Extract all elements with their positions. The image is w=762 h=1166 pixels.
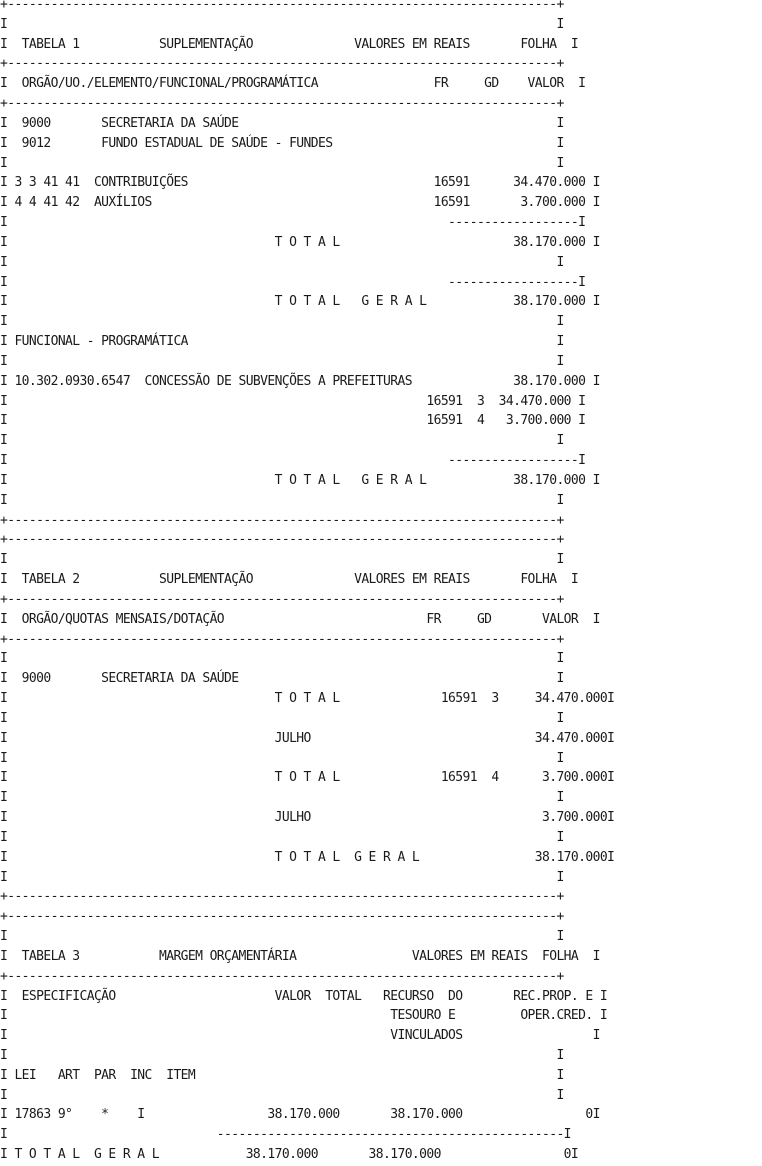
- report-line: I ------------------I: [0, 453, 586, 469]
- report-line: I LEI ART PAR INC ITEM I: [0, 1067, 564, 1083]
- report-line: I I: [0, 790, 564, 806]
- report-line: I ORGÃO/QUOTAS MENSAIS/DOTAÇÃO FR GD VALOR I: [0, 611, 600, 627]
- report-line: I I: [0, 869, 564, 885]
- report-line: I FUNCIONAL - PROGRAMÁTICA I: [0, 334, 564, 350]
- report-line: I TABELA 1 SUPLEMENTAÇÃO VALORES EM REAIS FOLHA I: [0, 36, 579, 52]
- report-line: I I: [0, 254, 564, 270]
- report-line: +----------------------------------------------------------------------------+: [0, 532, 564, 548]
- report-line: I 9012 FUNDO ESTADUAL DE SAÚDE - FUNDES I: [0, 135, 564, 151]
- report-line: I ORGÃO/UO./ELEMENTO/FUNCIONAL/PROGRAMÁTICA FR GD VALOR I: [0, 76, 586, 92]
- report-line: I T O T A L 16591 3 34.470.000I: [0, 691, 615, 707]
- report-line: I 9000 SECRETARIA DA SAÚDE I: [0, 115, 564, 131]
- report-line: I 4 4 41 42 AUXÍLIOS 16591 3.700.000 I: [0, 195, 600, 211]
- report-line: I I: [0, 750, 564, 766]
- report-line: I I: [0, 492, 564, 508]
- report-line: I VINCULADOS I: [0, 1028, 600, 1044]
- report-line: I ------------------I: [0, 215, 586, 231]
- report-line: +----------------------------------------------------------------------------+: [0, 909, 564, 925]
- report-line: I I: [0, 829, 564, 845]
- report-line: +----------------------------------------------------------------------------+: [0, 631, 564, 647]
- report-line: +----------------------------------------------------------------------------+: [0, 889, 564, 905]
- report-line: I 9000 SECRETARIA DA SAÚDE I: [0, 671, 564, 687]
- report-line: I I: [0, 929, 564, 944]
- report-line: I JULHO 34.470.000I: [0, 730, 615, 746]
- report-line: I TABELA 3 MARGEM ORÇAMENTÁRIA VALORES EM REAIS FOLHA I: [0, 948, 600, 964]
- report-line: I ESPECIFICAÇÃO VALOR TOTAL RECURSO DO REC.PROP. E I: [0, 988, 608, 1004]
- report-line: +----------------------------------------------------------------------------+: [0, 512, 564, 528]
- report-line: +----------------------------------------------------------------------------+: [0, 591, 564, 607]
- report-line: I T O T A L G E R A L 38.170.000 I: [0, 294, 600, 310]
- report-line: I 16591 3 34.470.000 I: [0, 393, 586, 409]
- report-line: I 17863 9° * I 38.170.000 38.170.000 0I: [0, 1107, 600, 1123]
- report-line: I T O T A L 16591 4 3.700.000I: [0, 770, 615, 786]
- report-line: I I: [0, 353, 564, 369]
- report-line: +----------------------------------------------------------------------------+: [0, 56, 564, 72]
- report-line: I I: [0, 314, 564, 330]
- report-line: I I: [0, 155, 564, 171]
- report-line: I TABELA 2 SUPLEMENTAÇÃO VALORES EM REAIS FOLHA I: [0, 572, 579, 588]
- report-line: I T O T A L G E R A L 38.170.000 38.170.000 0I: [0, 1147, 579, 1163]
- report-line: +----------------------------------------------------------------------------+: [0, 96, 564, 112]
- report-line: I I: [0, 433, 564, 449]
- report-line: I ------------------------------------------------I: [0, 1127, 571, 1143]
- report-line: I ------------------I: [0, 274, 586, 290]
- report-line: I JULHO 3.700.000I: [0, 810, 615, 826]
- report-line: +----------------------------------------------------------------------------+: [0, 0, 564, 12]
- report-line: I I: [0, 1087, 564, 1103]
- report-line: I T O T A L G E R A L 38.170.000I: [0, 849, 615, 865]
- report-line: I T O T A L G E R A L 38.170.000 I: [0, 472, 600, 488]
- report-line: +----------------------------------------------------------------------------+: [0, 968, 564, 984]
- report-line: I I: [0, 1047, 564, 1063]
- report-line: I 10.302.0930.6547 CONCESSÃO DE SUBVENÇÕES A PREFEITURAS 38.170.000 I: [0, 373, 600, 389]
- report-line: I I: [0, 651, 564, 667]
- report-line: I I: [0, 710, 564, 726]
- report-line: I I: [0, 16, 564, 32]
- report-line: I T O T A L 38.170.000 I: [0, 234, 600, 250]
- report-line: I 16591 4 3.700.000 I: [0, 413, 586, 429]
- report-line: I I: [0, 552, 564, 568]
- report-line: I 3 3 41 41 CONTRIBUIÇÕES 16591 34.470.000 I: [0, 175, 600, 191]
- report-line: I TESOURO E OPER.CRED. I: [0, 1008, 608, 1024]
